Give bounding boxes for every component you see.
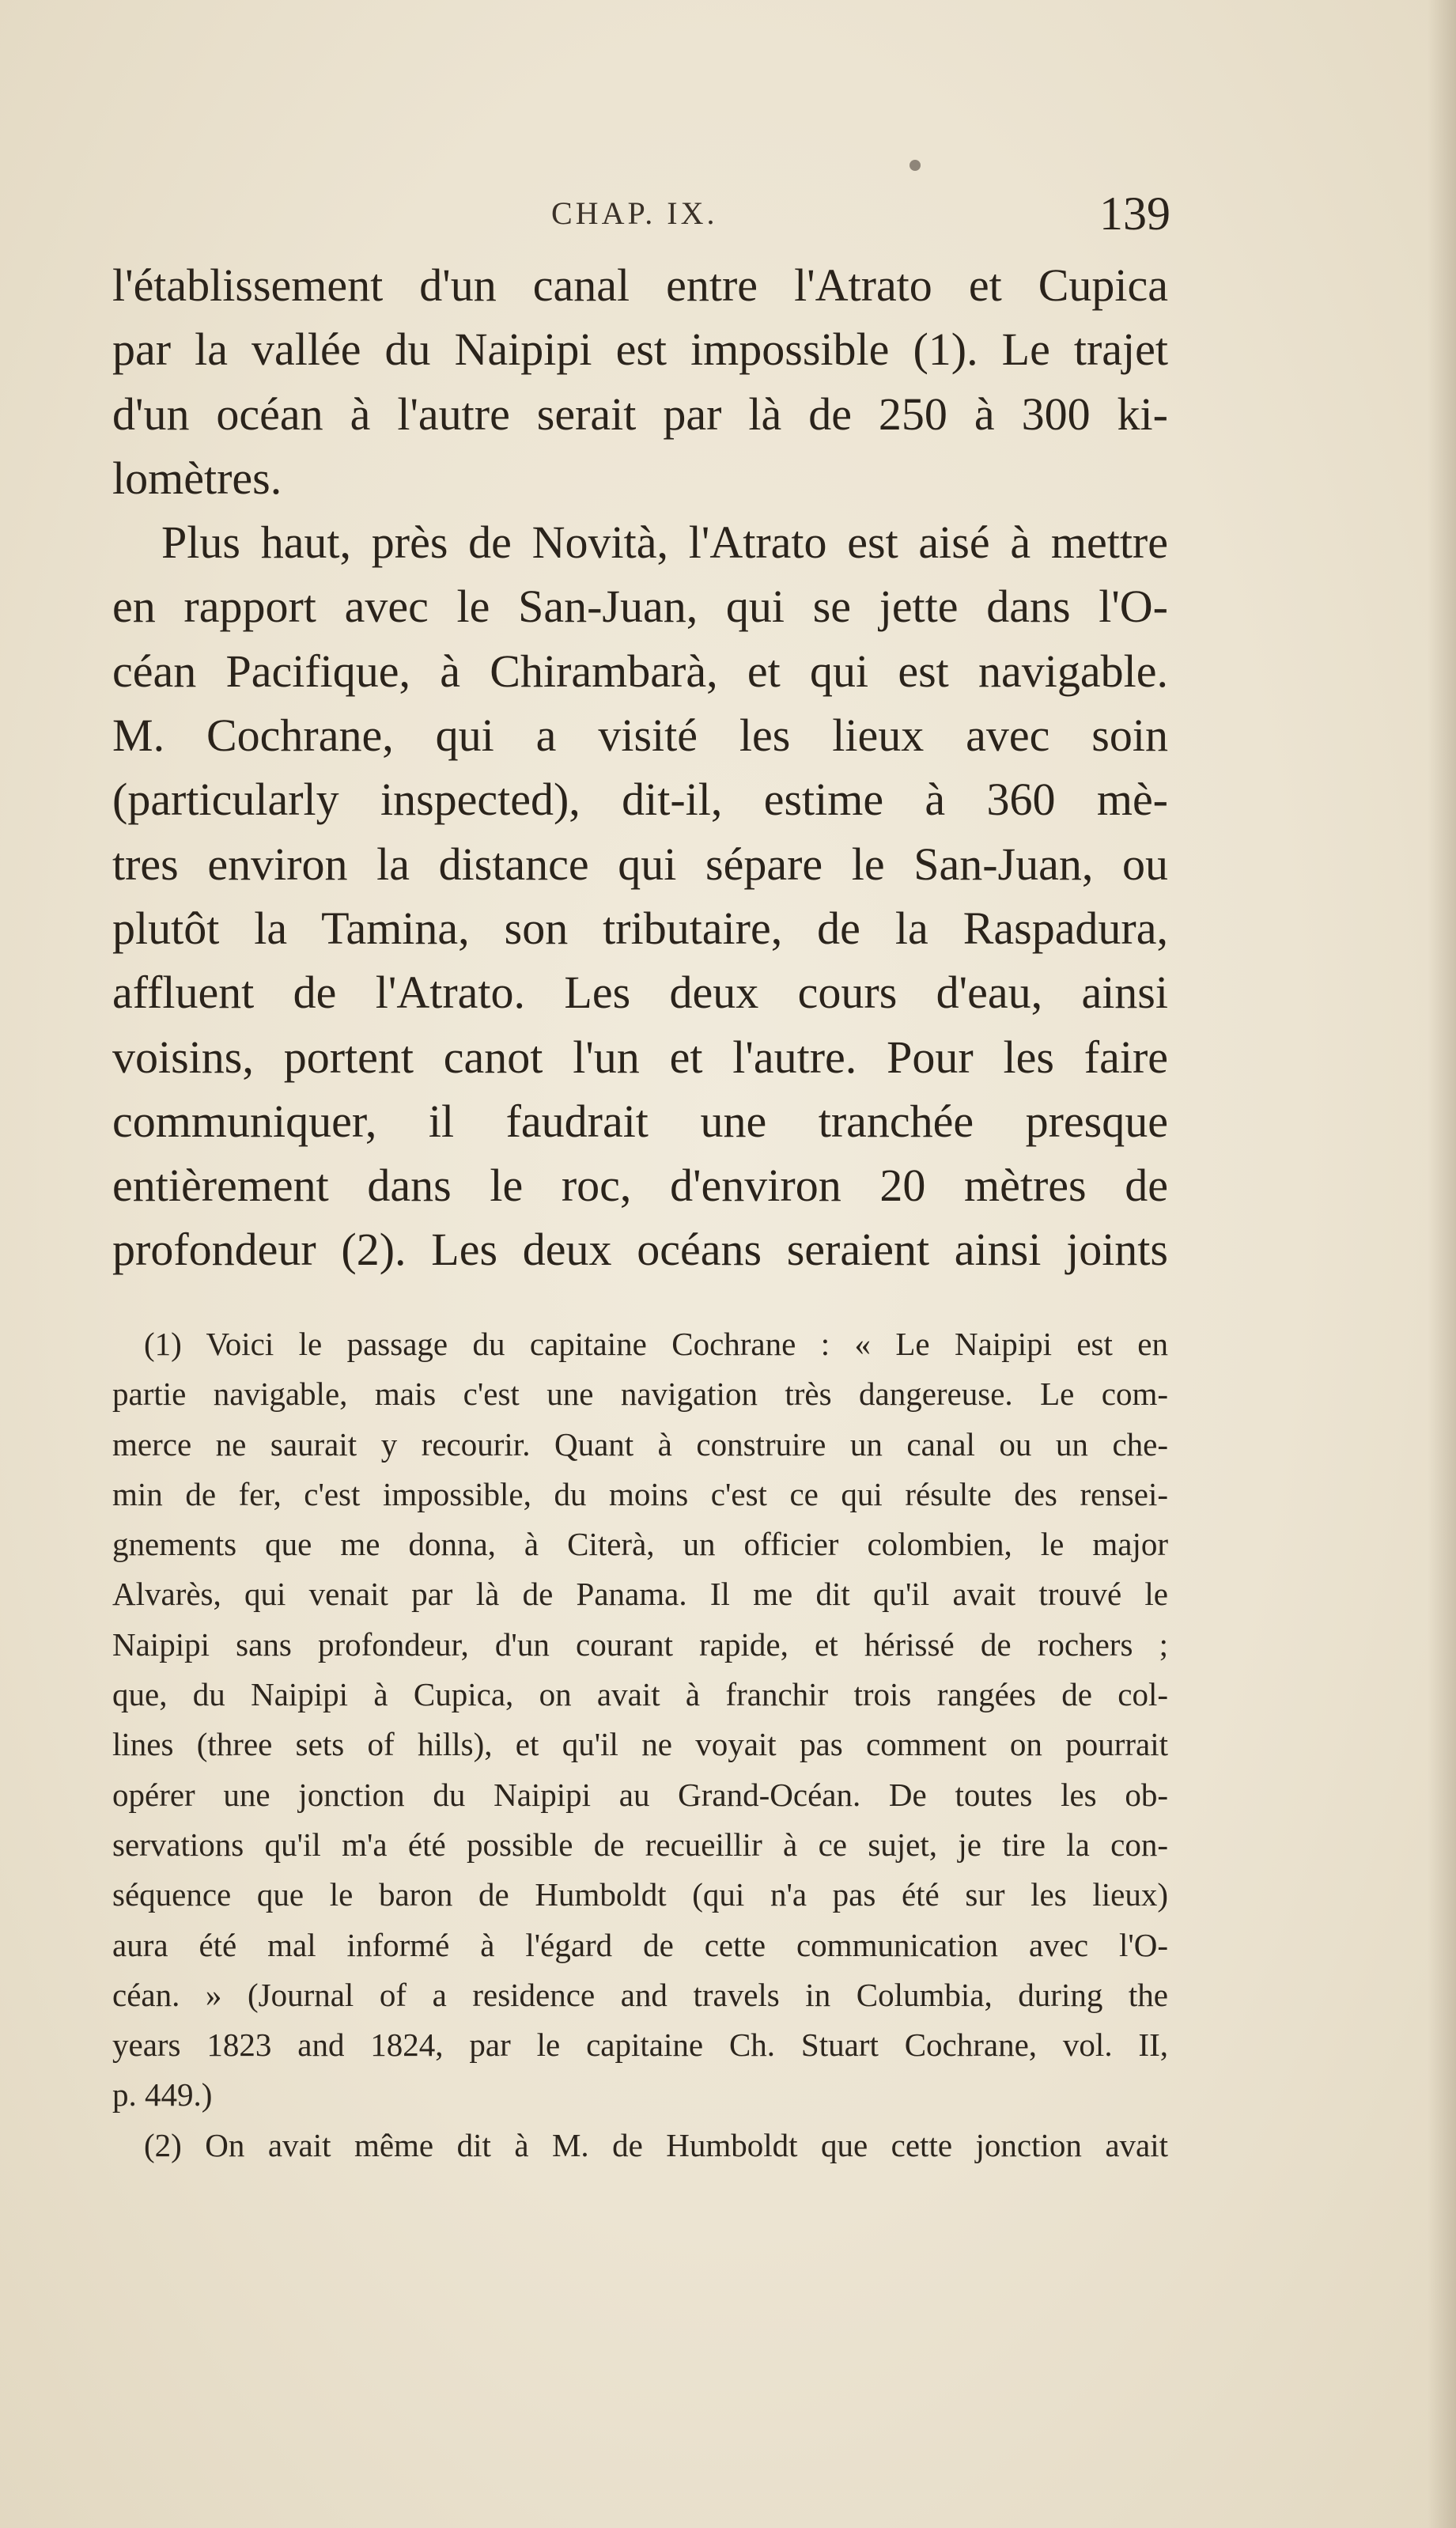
text-line: céan Pacifique, à Chirambarà, et qui est navigable.: [112, 645, 1168, 697]
text-line: entièrement dans le roc, d'environ 20 mètres de: [112, 1160, 1168, 1212]
text-line: d'un océan à l'autre serait par là de 250 à 300 ki-: [112, 388, 1168, 440]
footnote-line: Alvarès, qui venait par là de Panama. Il me dit qu'il avait trouvé le: [112, 1576, 1168, 1613]
text-line: plutôt la Tamina, son tributaire, de la Raspadura,: [112, 902, 1168, 954]
footnote-line: céan. » (Journal of a residence and travels in Columbia, during the: [112, 1976, 1168, 2013]
text-line: lomètres.: [112, 452, 282, 504]
text-line: M. Cochrane, qui a visité les lieux avec soin: [112, 710, 1168, 762]
text-line: tres environ la distance qui sépare le San-Juan, ou: [112, 838, 1168, 890]
footnotes: [112, 1319, 1168, 2170]
page-number: 139: [1099, 187, 1170, 240]
footnote-line: partie navigable, mais c'est une navigation très dangereuse. Le com-: [112, 1376, 1168, 1413]
footnote-line: p. 449.): [112, 2076, 213, 2114]
footnote-line: opérer une jonction du Naipipi au Grand-Océan. De toutes les ob-: [112, 1776, 1168, 1813]
footnote-line: que, du Naipipi à Cupica, on avait à franchir trois rangées de col-: [112, 1676, 1168, 1713]
footnote-line: merce ne saurait y recourir. Quant à construire un canal ou un che-: [112, 1425, 1168, 1463]
page-edge-shadow: [1428, 0, 1456, 2528]
footnote-line: (1) Voici le passage du capitaine Cochrane : « Le Naipipi est en: [144, 1326, 1168, 1362]
ink-speck: [910, 160, 921, 171]
footnote-line: years 1823 and 1824, par le capitaine Ch. Stuart Cochrane, vol. II,: [112, 2027, 1168, 2064]
text-line: (particularly inspected), dit-il, estime à 360 mè-: [112, 774, 1168, 826]
footnote-line: (2) On avait même dit à M. de Humboldt que cette jonction avait: [144, 2126, 1168, 2163]
footnote-line: min de fer, c'est impossible, du moins c'est ce qui résulte des rensei-: [112, 1475, 1168, 1512]
text-line: Plus haut, près de Novità, l'Atrato est aisé à mettre: [161, 517, 1168, 569]
text-line: en rapport avec le San-Juan, qui se jette dans l'O-: [112, 581, 1168, 633]
main-text: [112, 253, 1168, 1282]
footnote-line: servations qu'il m'a été possible de recueillir à ce sujet, je tire la con-: [112, 1826, 1168, 1863]
text-line: par la vallée du Naipipi est impossible (1). Le trajet: [112, 324, 1168, 376]
footnote-line: aura été mal informé à l'égard de cette communication avec l'O-: [112, 1926, 1168, 1963]
footnote-line: Naipipi sans profondeur, d'un courant rapide, et hérissé de rochers ;: [112, 1625, 1168, 1663]
footnote-line: gnements que me donna, à Citerà, un officier colombien, le major: [112, 1526, 1168, 1563]
text-line: profondeur (2). Les deux océans seraient ainsi joints: [112, 1224, 1168, 1276]
page-header: [111, 187, 1170, 253]
text-line: voisins, portent canot l'un et l'autre. Pour les faire: [112, 1031, 1168, 1083]
footnote-line: lines (three sets of hills), et qu'il ne voyait pas comment on pourrait: [112, 1726, 1168, 1763]
text-line: l'établissement d'un canal entre l'Atrato et Cupica: [112, 259, 1168, 311]
footnote-1: [112, 1319, 1168, 2121]
text-line: affluent de l'Atrato. Les deux cours d'eau, ainsi: [112, 967, 1168, 1019]
footnote-line: séquence que le baron de Humboldt (qui n'a pas été sur les lieux): [112, 1876, 1168, 1913]
footnote-2: [112, 2121, 1168, 2170]
running-head: CHAP. IX.: [551, 195, 718, 231]
text-line: communiquer, il faudrait une tranchée presque: [112, 1095, 1168, 1147]
